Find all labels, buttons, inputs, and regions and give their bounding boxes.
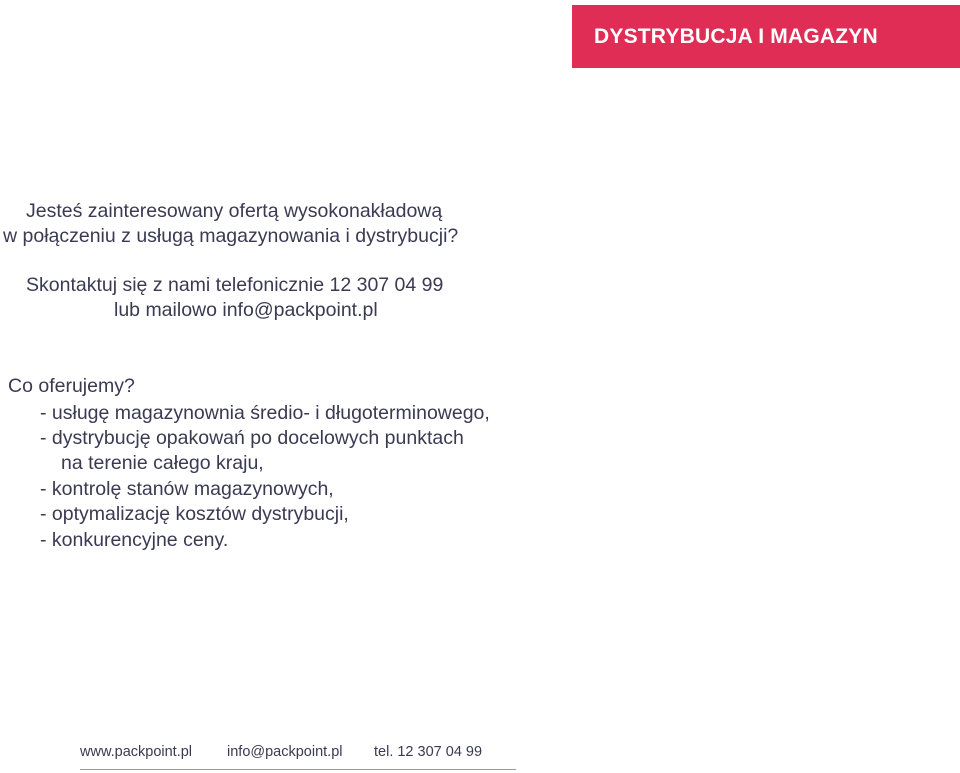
offer-item-inventory-control: - kontrolę stanów magazynowych,	[40, 478, 334, 500]
footer-website-link[interactable]: www.packpoint.pl	[80, 744, 193, 760]
offer-item-cost-optimization: - optymalizację kosztów dystrybucji,	[40, 503, 349, 525]
intro-line-1: Jesteś zainteresowany ofertą wysokonakładową	[26, 200, 443, 222]
header-banner	[572, 5, 960, 68]
offer-item-competitive-prices: - konkurencyjne ceny.	[40, 529, 229, 551]
offer-item-storage: - usługę magazynownia średio- i długoterminowego,	[40, 402, 490, 424]
contact-line-2: lub mailowo info@packpoint.pl	[114, 299, 378, 321]
footer-phone: tel. 12 307 04 99	[374, 744, 483, 760]
footer	[80, 744, 516, 770]
offer-item-distribution: - dystrybucję opakowań po docelowych punktach	[40, 427, 464, 449]
contact-line-1: Skontaktuj się z nami telefonicznie 12 307 04 99	[26, 274, 444, 296]
offer-item-distribution-cont: na terenie całego kraju,	[61, 452, 264, 474]
page-title: DYSTRYBUCJA I MAGAZYN	[594, 24, 878, 48]
intro-line-2: w połączeniu z usługą magazynowania i dystrybucji?	[3, 225, 459, 247]
footer-email-link[interactable]: info@packpoint.pl	[227, 744, 343, 760]
footer-divider	[80, 769, 516, 770]
offer-heading: Co oferujemy?	[8, 375, 135, 397]
